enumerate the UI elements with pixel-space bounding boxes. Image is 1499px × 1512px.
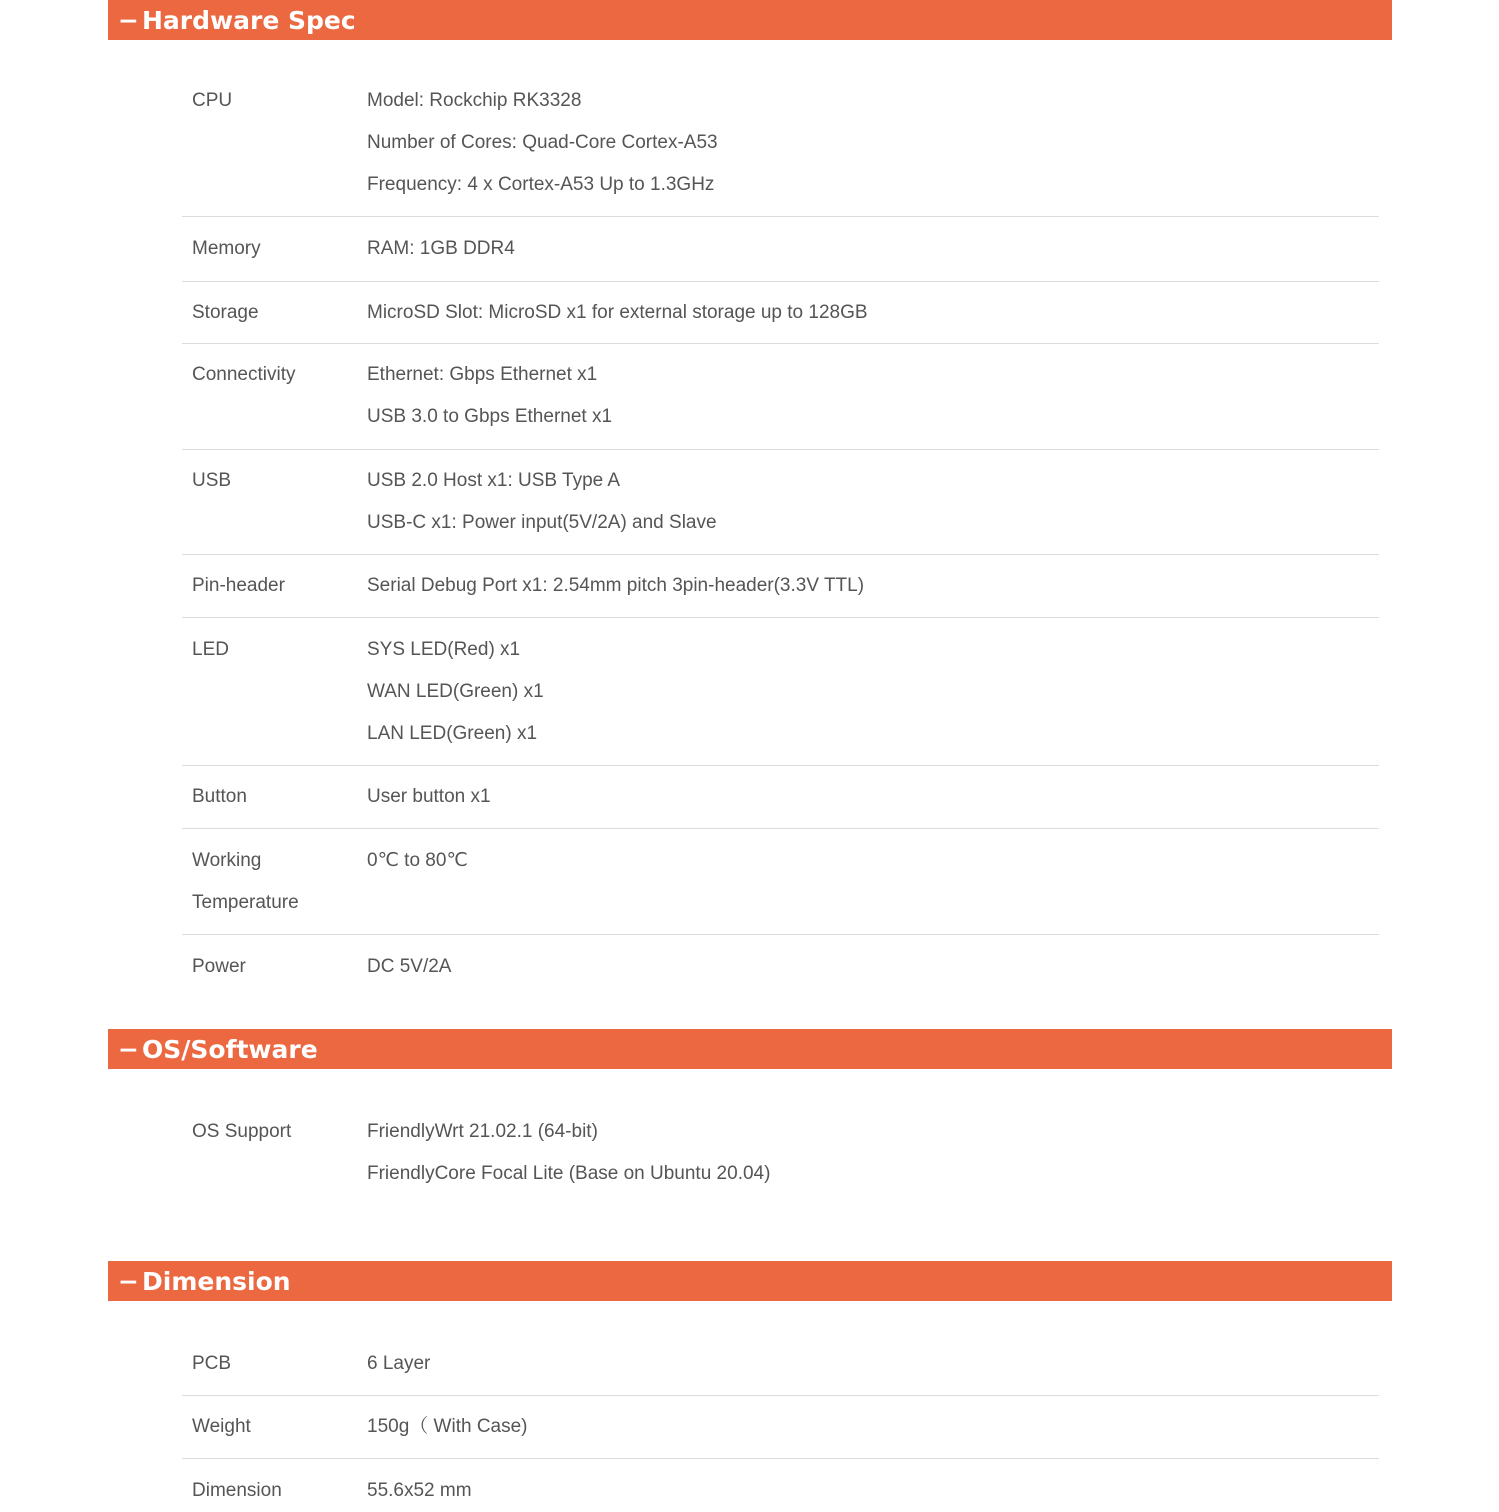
spec-row-storage: [182, 282, 1379, 344]
spec-value: Serial Debug Port x1: 2.54mm pitch 3pin-header(3.3V TTL): [367, 575, 865, 596]
spec-label: Working Temperature: [192, 850, 299, 913]
spec-value: LAN LED(Green) x1: [367, 723, 538, 744]
spec-value: 55.6x52 mm: [367, 1480, 472, 1501]
spec-label: USB: [192, 470, 232, 491]
spec-value: 0℃ to 80℃: [367, 850, 468, 871]
spec-value: USB-C x1: Power input(5V/2A) and Slave: [367, 512, 717, 533]
spec-value: SYS LED(Red) x1: [367, 639, 521, 660]
section-title: Hardware Spec: [142, 5, 356, 35]
spec-row-working-temperature: [182, 829, 1379, 935]
spec-row-memory: [182, 217, 1379, 282]
spec-value: RAM: 1GB DDR4: [367, 238, 515, 259]
spec-label: Memory: [192, 238, 261, 259]
spec-row-pin-header: [182, 555, 1379, 618]
os-software-table: [182, 1111, 1379, 1201]
spec-value: USB 3.0 to Gbps Ethernet x1: [367, 406, 613, 427]
spec-row-os-support: [182, 1111, 1379, 1201]
spec-value: MicroSD Slot: MicroSD x1 for external storage up to 128GB: [367, 302, 868, 323]
spec-label: Power: [192, 956, 246, 977]
spec-label: CPU: [192, 90, 233, 111]
spec-value: WAN LED(Green) x1: [367, 681, 544, 702]
spec-value: Number of Cores: Quad-Core Cortex-A53: [367, 132, 718, 153]
spec-row-button: [182, 766, 1379, 829]
spec-value: Model: Rockchip RK3328: [367, 90, 582, 111]
collapse-icon[interactable]: −: [118, 1266, 139, 1296]
spec-row-pcb: [182, 1343, 1379, 1396]
spec-value: FriendlyCore Focal Lite (Base on Ubuntu 20.04): [367, 1163, 771, 1184]
hardware-spec-table: [182, 80, 1379, 999]
collapse-icon[interactable]: −: [118, 1034, 139, 1064]
spec-label: Weight: [192, 1416, 251, 1437]
spec-value: User button x1: [367, 786, 491, 807]
spec-label: Connectivity: [192, 364, 296, 385]
spec-value: Ethernet: Gbps Ethernet x1: [367, 364, 598, 385]
dimension-table: [182, 1343, 1379, 1499]
spec-value: 6 Layer: [367, 1353, 431, 1374]
section-title: Dimension: [142, 1266, 291, 1296]
spec-value: FriendlyWrt 21.02.1 (64-bit): [367, 1121, 598, 1142]
collapse-icon[interactable]: −: [118, 5, 139, 35]
spec-row-power: [182, 935, 1379, 999]
spec-label: LED: [192, 639, 229, 660]
os-software-header[interactable]: [108, 1029, 1392, 1069]
dimension-header[interactable]: [108, 1261, 1392, 1301]
spec-label: Dimension: [192, 1480, 282, 1501]
spec-row-cpu: [182, 80, 1379, 217]
spec-value: Frequency: 4 x Cortex-A53 Up to 1.3GHz: [367, 174, 715, 195]
spec-label: PCB: [192, 1353, 232, 1374]
spec-row-weight: [182, 1396, 1379, 1459]
spec-row-usb: [182, 450, 1379, 555]
spec-value: USB 2.0 Host x1: USB Type A: [367, 470, 621, 491]
hardware-spec-header[interactable]: [108, 0, 1392, 40]
spec-label: Storage: [192, 302, 259, 323]
section-title: OS/Software: [142, 1034, 318, 1064]
spec-label: Button: [192, 786, 247, 807]
spec-row-connectivity: [182, 344, 1379, 450]
spec-row-dimension: [182, 1459, 1379, 1499]
spec-value: DC 5V/2A: [367, 956, 452, 977]
spec-row-led: [182, 618, 1379, 766]
spec-label: Pin-header: [192, 575, 285, 596]
spec-label: OS Support: [192, 1121, 292, 1142]
spec-value: 150g（ With Case): [367, 1416, 528, 1437]
